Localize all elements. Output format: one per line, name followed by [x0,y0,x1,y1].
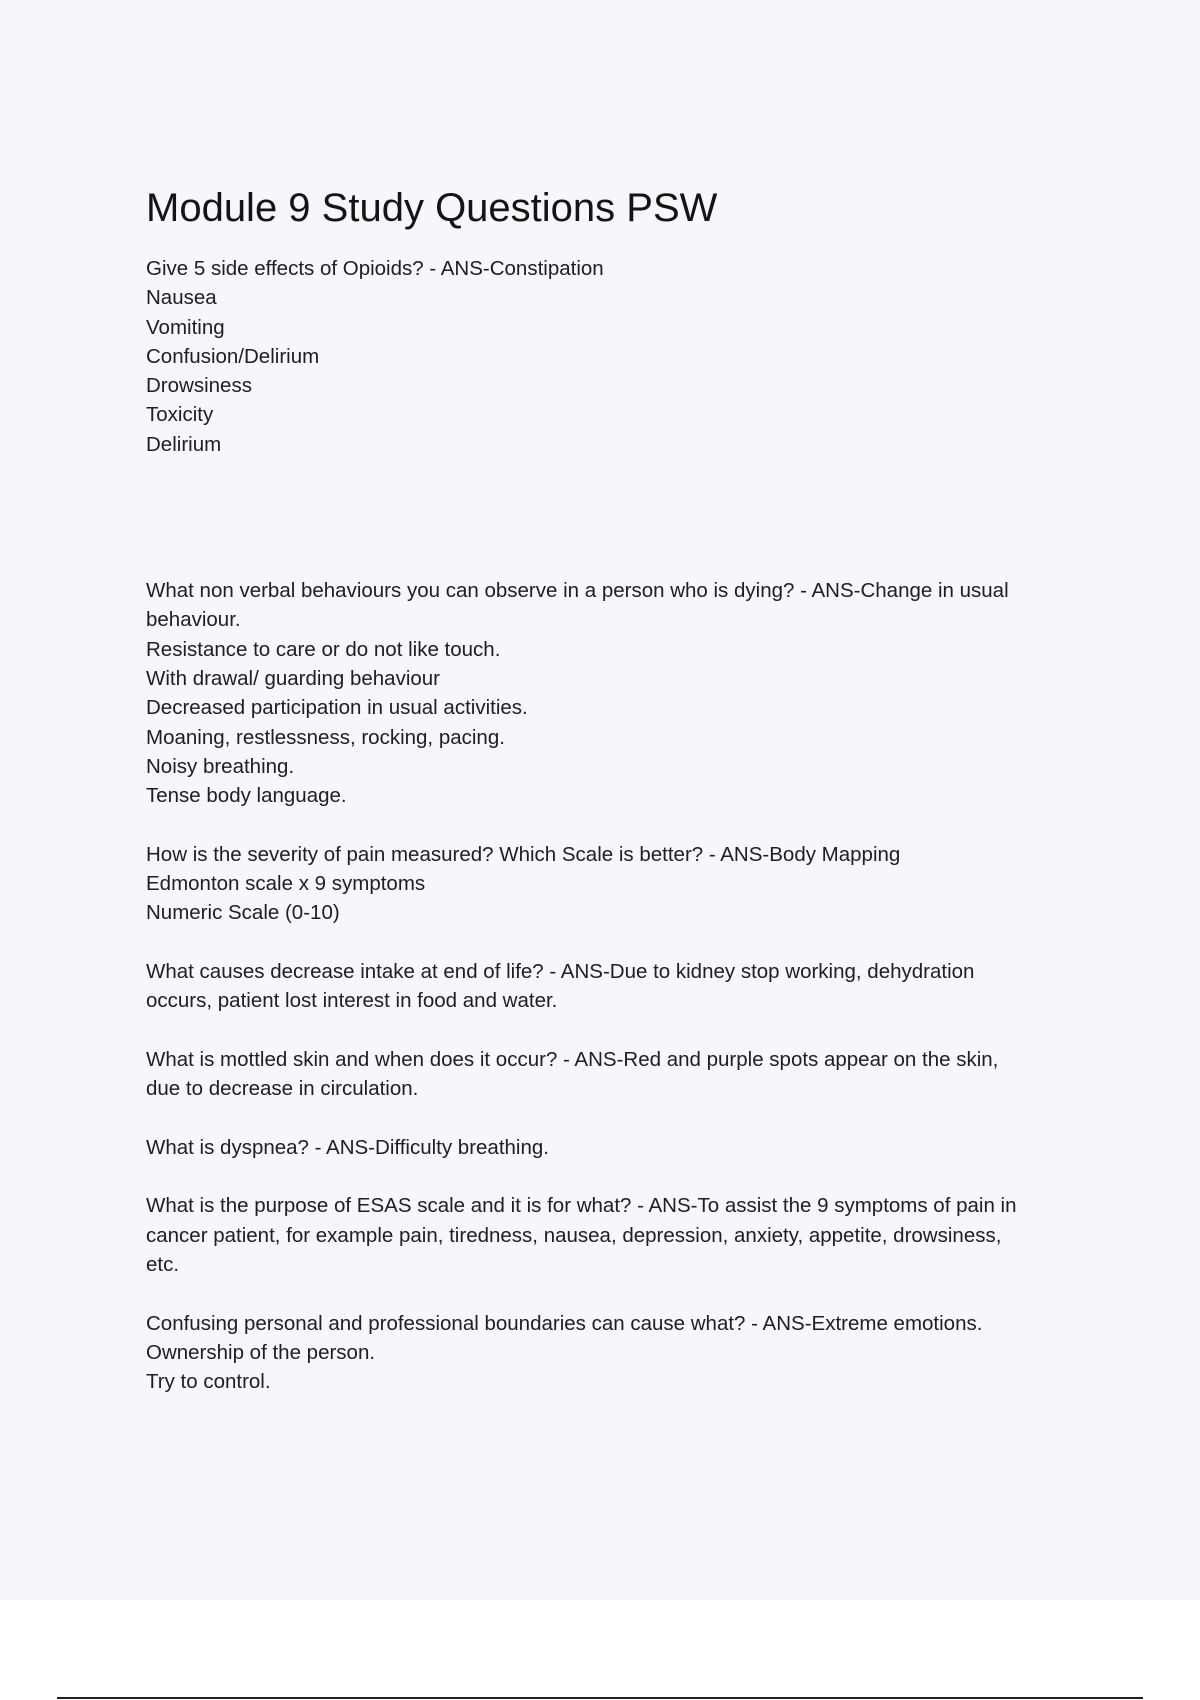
question-line: What causes decrease intake at end of life? - ANS-Due to kidney stop working, dehydration [146,959,975,983]
answer-line: Decreased participation in usual activities. [146,696,528,720]
answer-line: etc. [146,1252,180,1276]
spacer [146,928,1096,957]
answer-line: Vomiting [146,315,225,339]
qa-block-3 [146,840,1096,928]
question-line: How is the severity of pain measured? Which Scale is better? - ANS-Body Mapping [146,842,901,866]
answer-line: Resistance to care or do not like touch. [146,637,501,661]
answer-line: occurs, patient lost interest in food and water. [146,989,558,1013]
answer-line: due to decrease in circulation. [146,1077,419,1101]
answer-line: Noisy breathing. [146,754,295,778]
qa-block-1 [146,254,1096,459]
question-line: Confusing personal and professional boundaries can cause what? - ANS-Extreme emotions. [146,1311,983,1335]
question-line: Give 5 side effects of Opioids? - ANS-Constipation [146,257,604,280]
document-content [146,180,1096,1396]
answer-line: Delirium [146,432,222,456]
answer-line: With drawal/ guarding behaviour [146,666,440,690]
qa-block-5 [146,1045,1096,1104]
question-line: What is the purpose of ESAS scale and it is for what? - ANS-To assist the 9 symptoms of pain in [146,1194,1017,1218]
qa-block-7 [146,1191,1096,1279]
answer-line: Ownership of the person. [146,1340,376,1364]
qa-block-8 [146,1309,1096,1397]
answer-line: Confusion/Delirium [146,344,320,368]
question-line: What is dyspnea? - ANS-Difficulty breathing. [146,1135,549,1159]
spacer [146,1103,1096,1132]
qa-block-6 [146,1133,1096,1162]
footer-divider [57,1697,1143,1699]
answer-line: Drowsiness [146,374,252,398]
spacer [146,810,1096,839]
spacer [146,1279,1096,1308]
spacer [146,1016,1096,1045]
question-line: What non verbal behaviours you can observe in a person who is dying? - ANS-Change in usual [146,579,1009,603]
qa-block-4 [146,957,1096,1016]
answer-line: cancer patient, for example pain, tiredness, nausea, depression, anxiety, appetite, drowsiness, [146,1223,1002,1247]
question-line: behaviour. [146,608,241,632]
answer-line: Nausea [146,286,217,310]
answer-line: Numeric Scale (0-10) [146,901,340,925]
answer-line: Tense body language. [146,784,347,808]
spacer [146,1162,1096,1191]
spacer [146,459,1096,576]
answer-line: Toxicity [146,403,214,427]
answer-line: Try to control. [146,1370,271,1394]
answer-line: Moaning, restlessness, rocking, pacing. [146,725,505,749]
page-title: Module 9 Study Questions PSW [146,186,718,230]
question-line: What is mottled skin and when does it occur? - ANS-Red and purple spots appear on the skin, [146,1047,999,1071]
qa-block-2 [146,576,1096,810]
answer-line: Edmonton scale x 9 symptoms [146,872,426,896]
